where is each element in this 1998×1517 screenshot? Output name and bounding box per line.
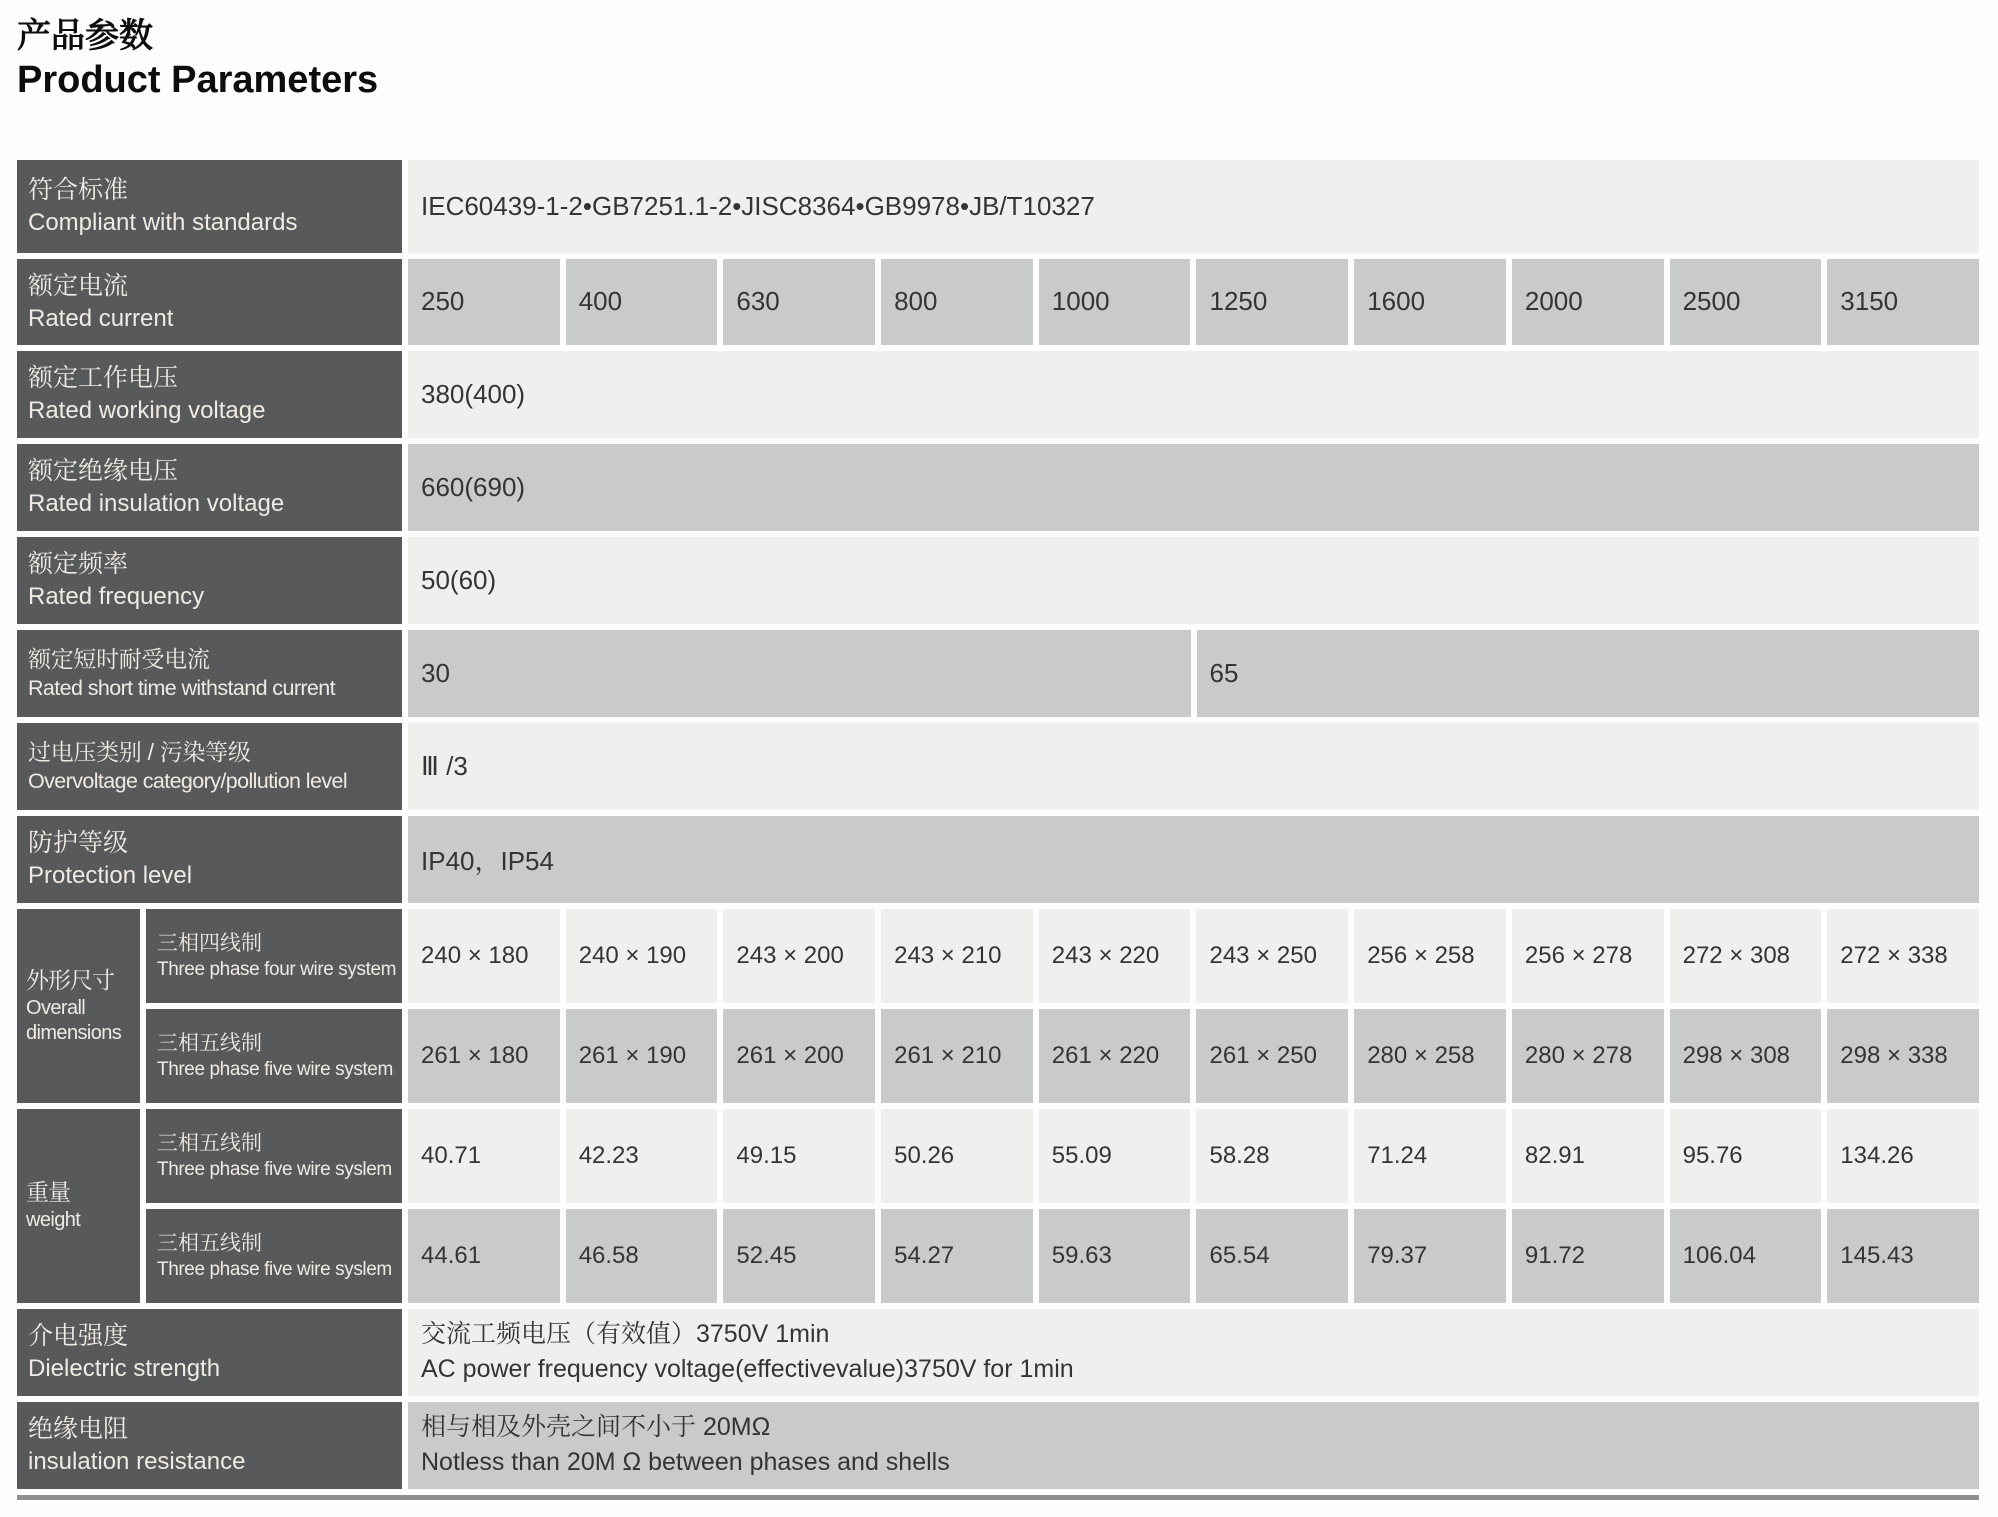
- weight-row1-value: 49.15: [723, 1109, 875, 1203]
- protection-level-label: [17, 816, 402, 903]
- dims-four-wire-value: 243 × 200: [723, 909, 875, 1003]
- withstand-current-label-zh: 额定短时耐受电流: [28, 646, 210, 673]
- dims-four-wire-value: 256 × 258: [1354, 909, 1506, 1003]
- working-voltage-label-en: Rated working voltage: [28, 397, 266, 425]
- dims-four-wire-label: [146, 909, 402, 1003]
- insulation-resistance-label: [17, 1402, 402, 1489]
- withstand-current-label-en: Rated short time withstand current: [28, 676, 336, 701]
- insulation-resistance-value: [408, 1402, 1979, 1489]
- weight-label-en: weight: [26, 1209, 81, 1232]
- working-voltage-label: [17, 351, 402, 438]
- dims-four-wire-value: 240 × 190: [566, 909, 718, 1003]
- weight-row2-value: 52.45: [723, 1209, 875, 1303]
- weight-row1-label-zh: 三相五线制: [157, 1131, 262, 1155]
- dims-five-wire-label-zh: 三相五线制: [157, 1031, 262, 1055]
- row-withstand-current: [17, 630, 1979, 717]
- row-dims-four-wire: [146, 909, 1979, 1003]
- spec-table: [17, 160, 1979, 1500]
- overvoltage-label-en: Overvoltage category/pollution level: [28, 769, 348, 794]
- dims-five-wire-value: 298 × 338: [1827, 1009, 1979, 1103]
- row-dielectric-strength: [17, 1309, 1979, 1396]
- weight-row1-value: 82.91: [1512, 1109, 1664, 1203]
- row-working-voltage: [17, 351, 1979, 438]
- row-insulation-resistance: [17, 1402, 1979, 1489]
- dielectric-strength-label-zh: 介电强度: [28, 1322, 129, 1351]
- insulation-voltage-label-zh: 额定绝缘电压: [28, 457, 179, 486]
- working-voltage-value: 380(400): [408, 351, 1979, 438]
- weight-row1-label: [146, 1109, 402, 1203]
- insulation-voltage-value: 660(690): [408, 444, 1979, 531]
- dims-five-wire-value: 280 × 278: [1512, 1009, 1664, 1103]
- insulation-resistance-label-en: insulation resistance: [28, 1448, 246, 1476]
- weight-row1-value: 134.26: [1827, 1109, 1979, 1203]
- rated-current-value: 1000: [1039, 259, 1191, 345]
- withstand-current-low: 30: [408, 630, 1191, 717]
- dims-four-wire-label-zh: 三相四线制: [157, 931, 262, 955]
- row-rated-current: [17, 259, 1979, 345]
- weight-label: [17, 1109, 140, 1303]
- dims-five-wire-value: 280 × 258: [1354, 1009, 1506, 1103]
- dims-five-wire-value: 261 × 220: [1039, 1009, 1191, 1103]
- weight-row2-label-zh: 三相五线制: [157, 1231, 262, 1255]
- weight-rows: [146, 1109, 1979, 1303]
- dims-four-wire-label-en: Three phase four wire system: [157, 959, 397, 981]
- group-overall-dimensions: [17, 909, 1979, 1103]
- weight-row2-value: 106.04: [1670, 1209, 1822, 1303]
- insulation-resistance-label-zh: 绝缘电阻: [28, 1415, 129, 1444]
- insulation-voltage-label: [17, 444, 402, 531]
- table-bottom-rule: [17, 1495, 1979, 1500]
- weight-row1-value: 71.24: [1354, 1109, 1506, 1203]
- insulation-resistance-value-zh: 相与相及外壳之间不小于 20MΩ: [421, 1412, 771, 1441]
- withstand-current-label: [17, 630, 402, 717]
- weight-row2-value: 46.58: [566, 1209, 718, 1303]
- standards-label-zh: 符合标准: [28, 176, 129, 205]
- dielectric-strength-value: [408, 1309, 1979, 1396]
- weight-row1-value: 58.28: [1196, 1109, 1348, 1203]
- weight-row2-value: 79.37: [1354, 1209, 1506, 1303]
- row-standards: [17, 160, 1979, 253]
- rated-current-value: 1250: [1196, 259, 1348, 345]
- dielectric-strength-label-en: Dielectric strength: [28, 1355, 221, 1383]
- weight-row1-value: 95.76: [1670, 1109, 1822, 1203]
- weight-row2-value: 44.61: [408, 1209, 560, 1303]
- row-rated-frequency: [17, 537, 1979, 624]
- rated-current-value: 400: [566, 259, 718, 345]
- standards-label-en: Compliant with standards: [28, 209, 298, 237]
- overvoltage-value: Ⅲ /3: [408, 723, 1979, 810]
- dims-five-wire-value: 261 × 200: [723, 1009, 875, 1103]
- rated-current-value: 1600: [1354, 259, 1506, 345]
- weight-row1-value: 55.09: [1039, 1109, 1191, 1203]
- dielectric-strength-value-en: AC power frequency voltage(effectivevalue)3750V for 1min: [421, 1355, 1074, 1384]
- protection-level-label-zh: 防护等级: [28, 829, 129, 858]
- group-weight: [17, 1109, 1979, 1303]
- row-protection-level: [17, 816, 1979, 903]
- withstand-current-high: 65: [1197, 630, 1980, 717]
- dims-four-wire-value: 243 × 250: [1196, 909, 1348, 1003]
- rated-current-label-zh: 额定电流: [28, 271, 129, 300]
- overall-dimensions-label-zh: 外形尺寸: [26, 966, 114, 993]
- rated-current-value: 2000: [1512, 259, 1664, 345]
- rated-frequency-value: 50(60): [408, 537, 1979, 624]
- protection-level-value: IP40，IP54: [408, 816, 1979, 903]
- insulation-resistance-value-en: Notless than 20M Ω between phases and shells: [421, 1448, 950, 1477]
- row-overvoltage: [17, 723, 1979, 810]
- weight-row1-value: 42.23: [566, 1109, 718, 1203]
- overall-dimensions-label-en1: Overall: [26, 996, 86, 1019]
- row-weight-2: [146, 1209, 1979, 1303]
- row-weight-1: [146, 1109, 1979, 1203]
- working-voltage-label-zh: 额定工作电压: [28, 364, 179, 393]
- weight-row1-label-en: Three phase five wire syslem: [157, 1159, 392, 1181]
- rated-current-value: 800: [881, 259, 1033, 345]
- rated-current-value: 630: [723, 259, 875, 345]
- weight-row2-label-en: Three phase five wire syslem: [157, 1259, 392, 1281]
- dielectric-strength-label: [17, 1309, 402, 1396]
- insulation-voltage-label-en: Rated insulation voltage: [28, 490, 285, 518]
- dims-four-wire-value: 256 × 278: [1512, 909, 1664, 1003]
- dims-four-wire-value: 243 × 220: [1039, 909, 1191, 1003]
- dims-five-wire-label-en: Three phase five wire system: [157, 1059, 393, 1081]
- rated-current-value: 3150: [1827, 259, 1979, 345]
- overall-dimensions-label: [17, 909, 140, 1103]
- dims-five-wire-value: 261 × 190: [566, 1009, 718, 1103]
- overall-dimensions-label-en2: dimensions: [26, 1021, 122, 1044]
- row-dims-five-wire: [146, 1009, 1979, 1103]
- dims-five-wire-value: 261 × 180: [408, 1009, 560, 1103]
- dims-five-wire-value: 261 × 250: [1196, 1009, 1348, 1103]
- weight-row2-value: 145.43: [1827, 1209, 1979, 1303]
- weight-label-zh: 重量: [26, 1179, 70, 1206]
- dims-four-wire-value: 272 × 338: [1827, 909, 1979, 1003]
- standards-label: [17, 160, 402, 253]
- dielectric-strength-value-zh: 交流工频电压（有效值）3750V 1min: [421, 1319, 830, 1348]
- page-title-en: Product Parameters: [17, 59, 379, 102]
- dims-four-wire-value: 272 × 308: [1670, 909, 1822, 1003]
- dims-five-wire-value: 261 × 210: [881, 1009, 1033, 1103]
- weight-row2-value: 91.72: [1512, 1209, 1664, 1303]
- overvoltage-label: [17, 723, 402, 810]
- weight-row2-value: 65.54: [1196, 1209, 1348, 1303]
- rated-frequency-label: [17, 537, 402, 624]
- dims-five-wire-value: 298 × 308: [1670, 1009, 1822, 1103]
- rated-current-value: 2500: [1670, 259, 1822, 345]
- rated-current-label-en: Rated current: [28, 304, 174, 332]
- row-insulation-voltage: [17, 444, 1979, 531]
- standards-value: IEC60439-1-2•GB7251.1-2•JISC8364•GB9978•JB/T10327: [408, 160, 1979, 253]
- overall-dimensions-rows: [146, 909, 1979, 1103]
- dims-four-wire-value: 240 × 180: [408, 909, 560, 1003]
- page-title-zh: 产品参数: [17, 17, 153, 55]
- rated-frequency-label-zh: 额定频率: [28, 550, 129, 579]
- protection-level-label-en: Protection level: [28, 862, 193, 890]
- rated-frequency-label-en: Rated frequency: [28, 583, 205, 611]
- rated-current-label: [17, 259, 402, 345]
- weight-row1-value: 50.26: [881, 1109, 1033, 1203]
- overvoltage-label-zh: 过电压类别 / 污染等级: [28, 739, 251, 766]
- weight-row2-label: [146, 1209, 402, 1303]
- dims-four-wire-value: 243 × 210: [881, 909, 1033, 1003]
- weight-row2-value: 54.27: [881, 1209, 1033, 1303]
- weight-row2-value: 59.63: [1039, 1209, 1191, 1303]
- dims-five-wire-label: [146, 1009, 402, 1103]
- rated-current-value: 250: [408, 259, 560, 345]
- weight-row1-value: 40.71: [408, 1109, 560, 1203]
